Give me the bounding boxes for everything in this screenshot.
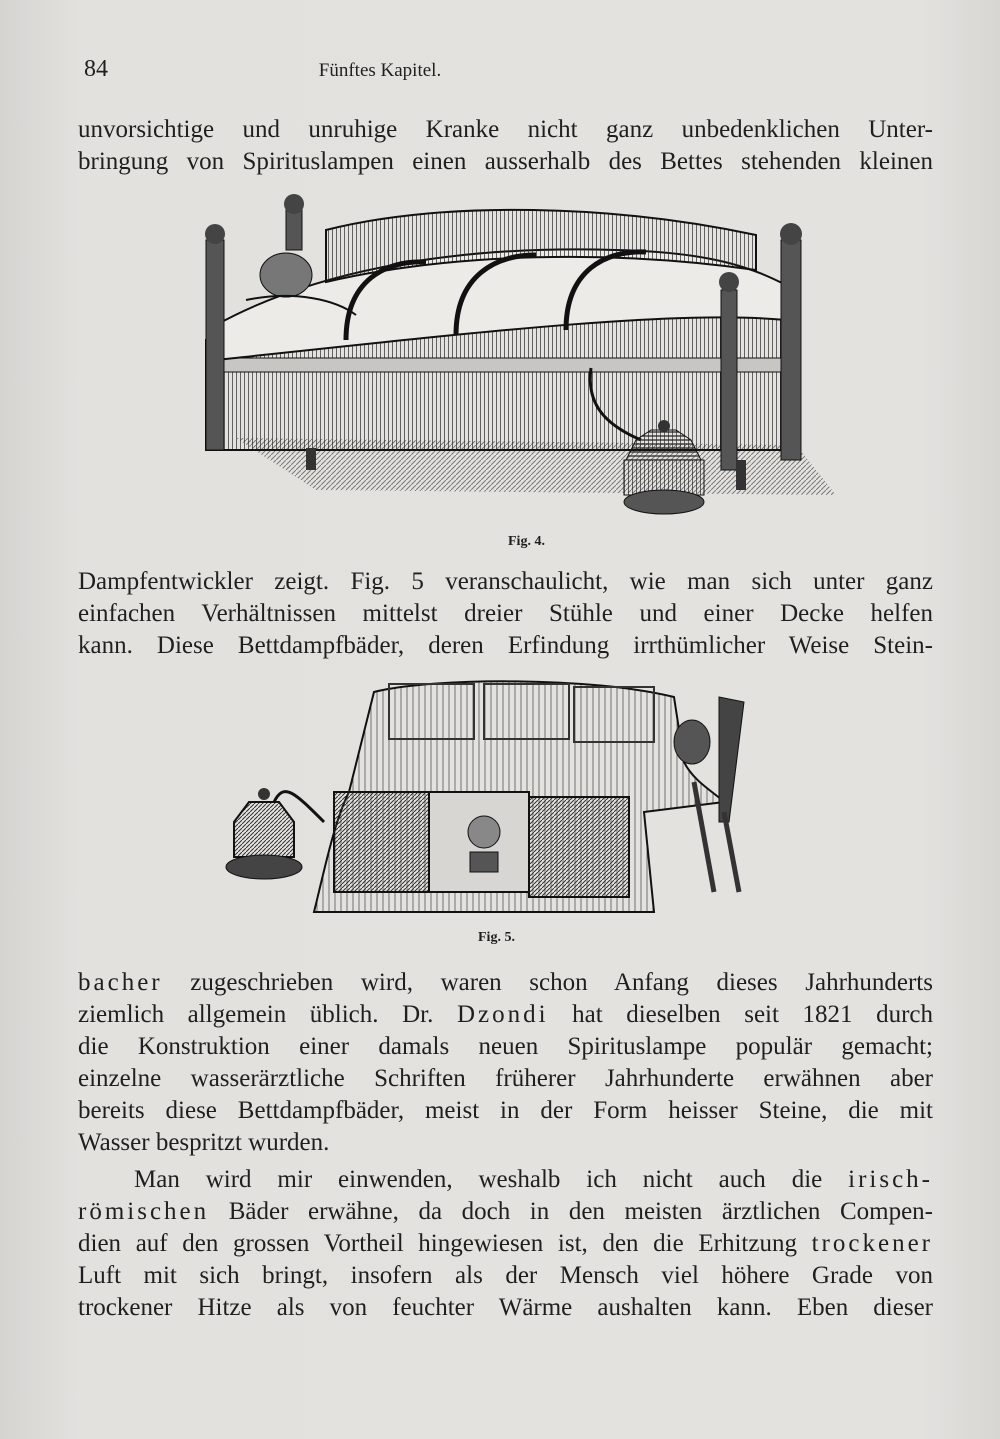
- text-line: bringung von Spirituslampen einen ausserhalb des Bettes stehenden kleinen: [78, 148, 933, 175]
- text-line: einfachen Verhältnissen mittelst dreier Stühle und einer Decke helfen: [78, 600, 933, 627]
- figure-5-illustration: [214, 672, 774, 922]
- text-fragment: dien auf den grossen Vortheil hingewiesen ist, den die Erhitzung: [78, 1230, 812, 1257]
- text-line: [78, 999, 933, 1031]
- text-fragment: Bäder erwähne, da doch in den meisten ärztlichen Compen-: [209, 1198, 933, 1225]
- text-line: [78, 967, 933, 999]
- paragraph-4: [78, 1164, 933, 1324]
- text-line: [78, 1196, 933, 1228]
- text-line: [78, 1164, 933, 1196]
- figure-4-caption: Fig. 4.: [508, 534, 545, 549]
- paragraph-3: [78, 967, 933, 1159]
- figure-5-caption: Fig. 5.: [478, 930, 515, 945]
- author-name: Dzondi: [456, 1001, 549, 1028]
- emphasis-term: trockener: [811, 1230, 933, 1257]
- paragraph-2: [78, 566, 933, 662]
- text-line: einzelne wasserärztliche Schriften früherer Jahrhunderte erwähnen aber: [78, 1065, 933, 1092]
- chapter-title: Fünftes Kapitel.: [318, 60, 442, 81]
- text-line: die Konstruktion einer damals neuen Spirituslampe populär gemacht;: [78, 1033, 933, 1060]
- page-number: 84: [84, 56, 108, 82]
- text-line: bereits diese Bettdampfbäder, meist in der Form heisser Steine, die mit: [78, 1097, 933, 1124]
- text-fragment: Man wird mir einwenden, weshalb ich nicht auch die: [134, 1166, 849, 1193]
- emphasis-term: irisch-: [848, 1166, 933, 1193]
- text-line: Luft mit sich bringt, insofern als der Mensch viel höhere Grade von: [78, 1262, 933, 1289]
- text-line: [78, 1228, 933, 1260]
- author-name: bacher: [78, 969, 163, 996]
- figure-4-illustration: [196, 190, 836, 535]
- text-line: trockener Hitze als von feuchter Wärme aushalten kann. Eben dieser: [78, 1294, 933, 1321]
- emphasis-term: römischen: [78, 1198, 210, 1225]
- text-fragment: hat dieselben seit 1821 durch: [548, 1001, 934, 1028]
- text-line: Dampfentwickler zeigt. Fig. 5 veranschaulicht, wie man sich unter ganz: [78, 568, 933, 595]
- text-fragment: zugeschrieben wird, waren schon Anfang dieses Jahrhunderts: [162, 969, 933, 996]
- paragraph-1: [78, 114, 933, 178]
- text-fragment: ziemlich allgemein üblich. Dr.: [78, 1001, 457, 1028]
- text-line: unvorsichtige und unruhige Kranke nicht ganz unbedenklichen Unter-: [78, 116, 933, 143]
- text-line: kann. Diese Bettdampfbäder, deren Erfindung irrthümlicher Weise Stein-: [78, 632, 933, 659]
- running-header: [80, 56, 930, 90]
- text-line: Wasser bespritzt wurden.: [78, 1129, 330, 1156]
